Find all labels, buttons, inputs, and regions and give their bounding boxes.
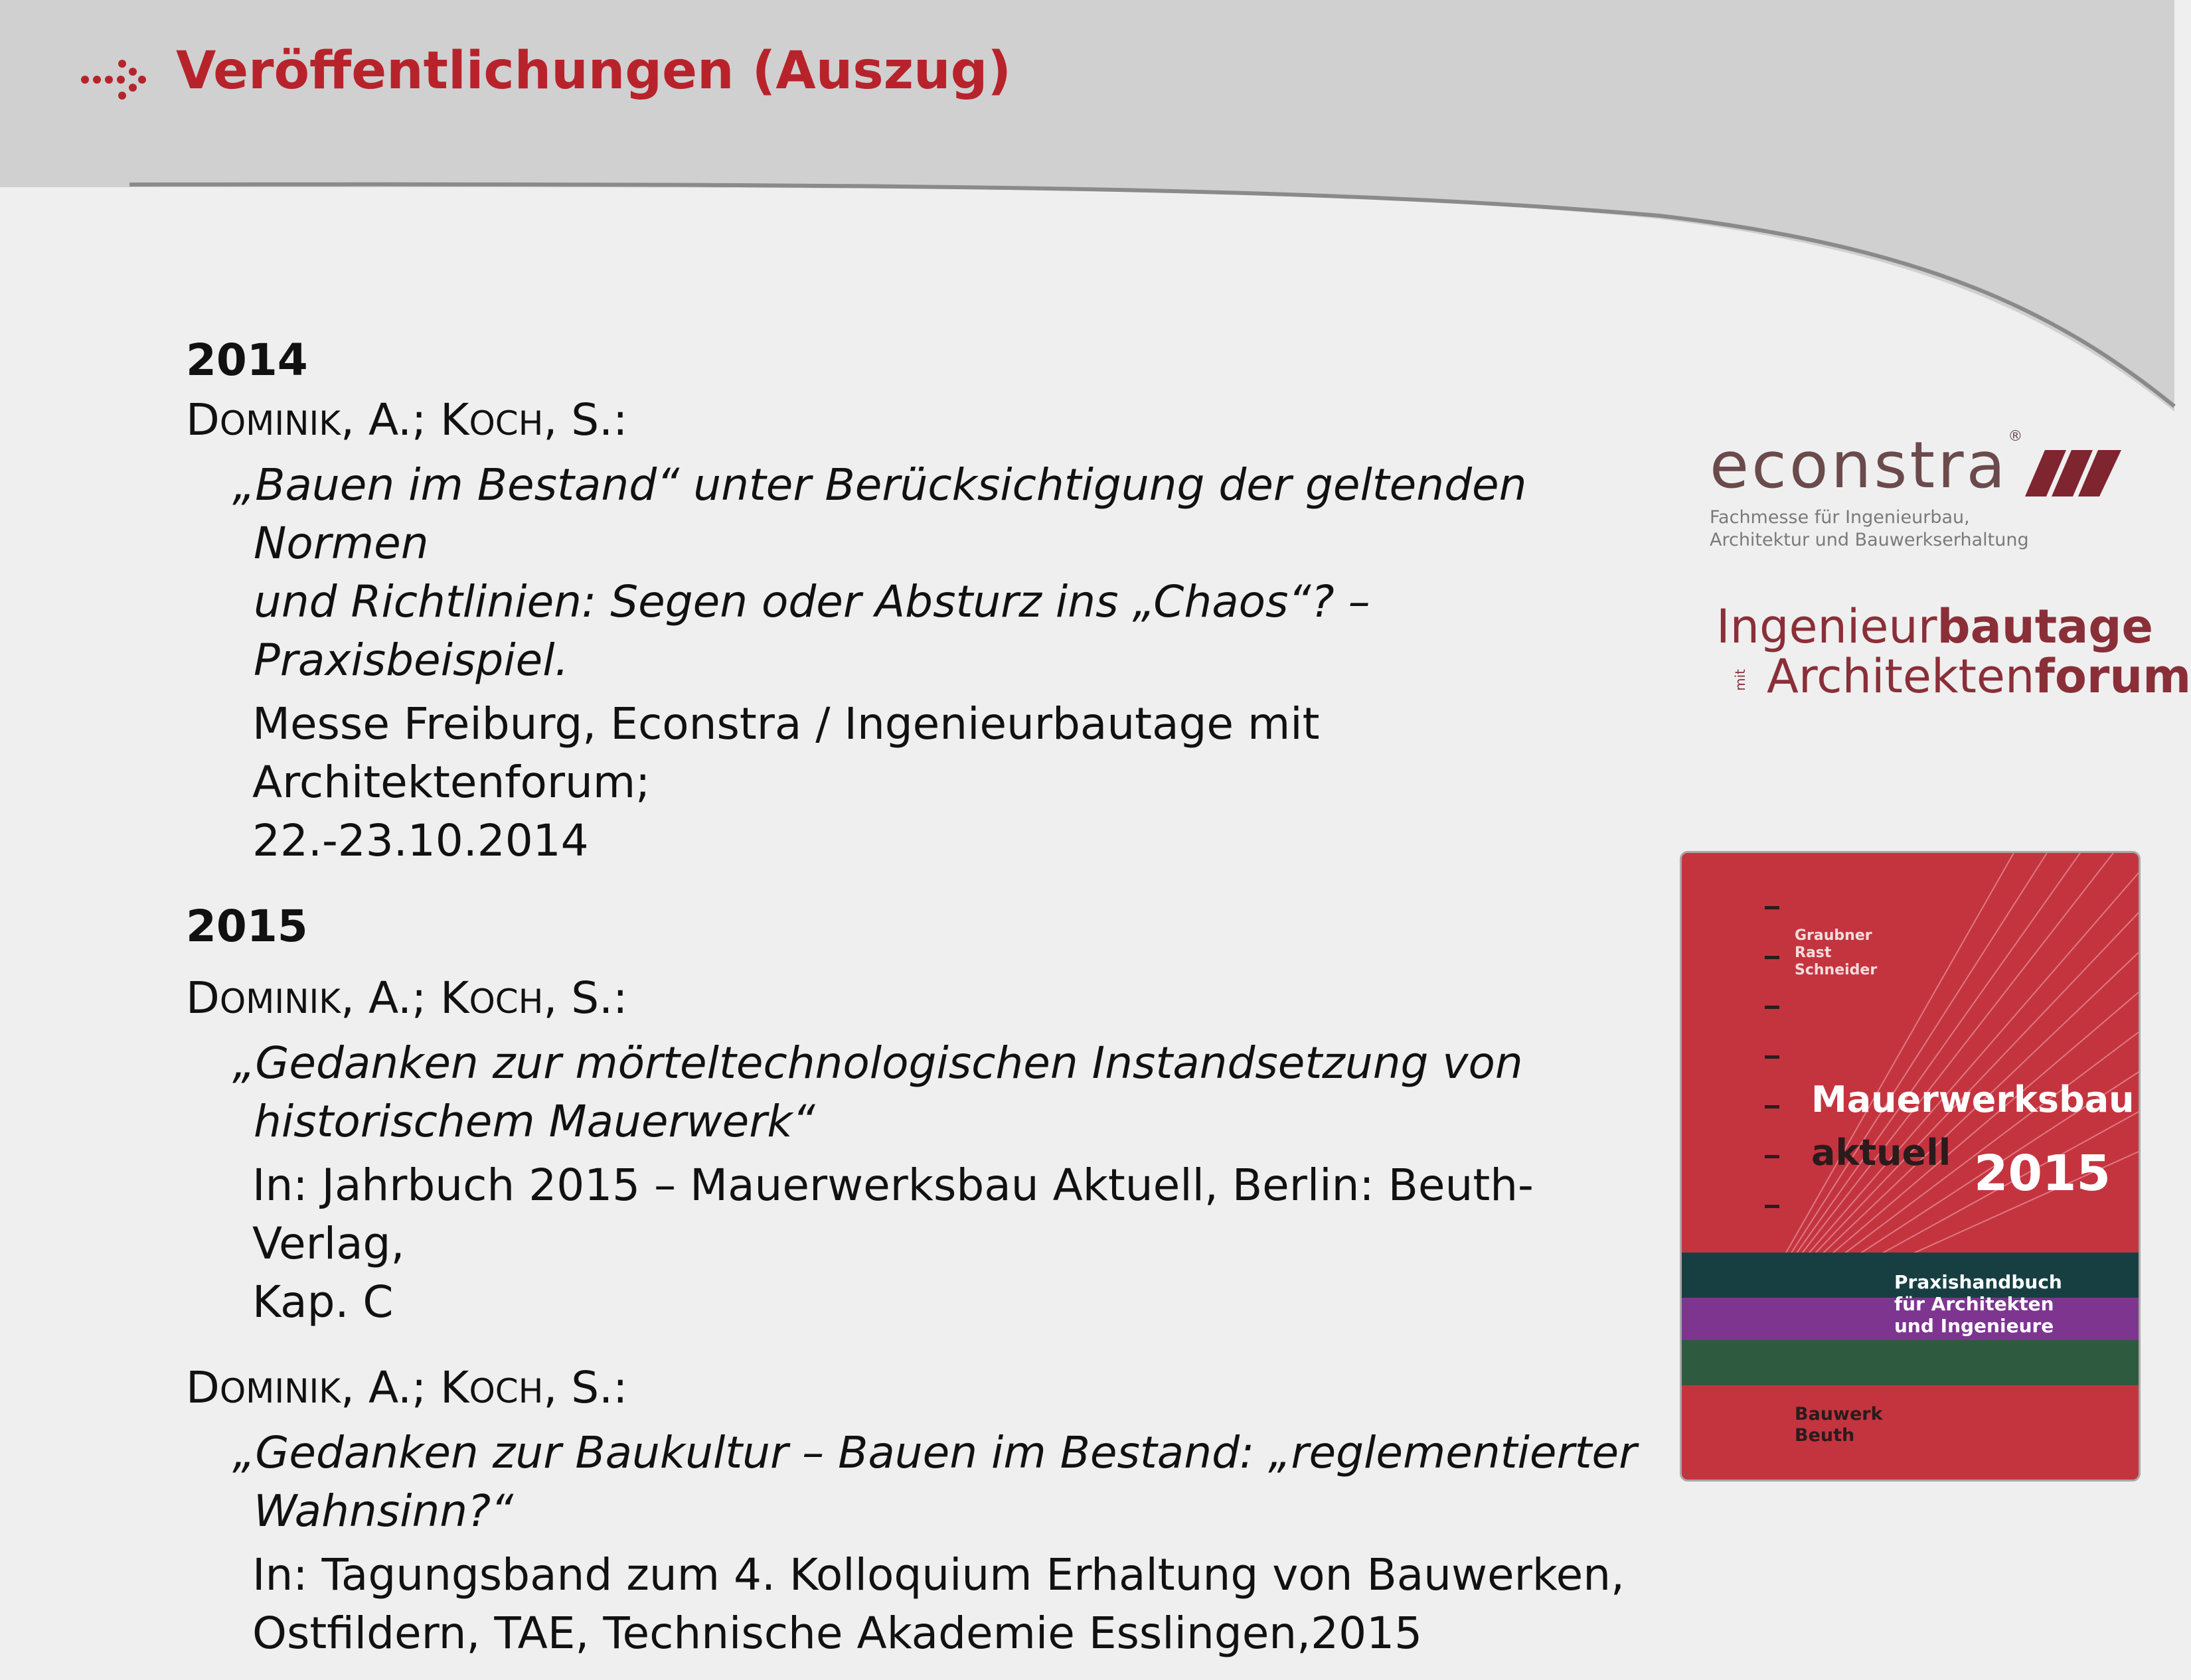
book-dash [1765,1155,1779,1158]
book-dash [1765,906,1779,909]
book-dash [1765,956,1779,959]
publication-title: „Gedanken zur mörteltechnologischen Instandsetzung von historischem Mauerwerk“ [232,1037,1523,1147]
year-section-2014 [186,331,1680,870]
publication-authors: DOMINIK, A.; KOCH, S.: [186,1362,628,1413]
publication-source: Messe Freiburg, Econstra / Ingenieurbautage mit Architektenforum; 22.-23.10.2014 [252,698,1320,866]
publication-authors: DOMINIK, A.; KOCH, S.: [186,972,628,1024]
econstra-wordmark: econstra® [1710,428,2026,502]
arrow-bullet-icon [78,53,151,106]
book-title: Mauerwerksbau [1811,1079,2135,1120]
book-publisher: Bauwerk Beuth [1795,1404,1883,1446]
year-section-2015 [186,897,1680,1663]
book-authors: Graubner Rast Schneider [1795,927,1878,978]
ingenieurbautage-logo: Ingenieurbautage mit Architektenforum [1716,599,2191,704]
publication-entry [186,968,1680,1332]
publication-authors: DOMINIK, A.; KOCH, S.: [186,394,628,445]
year-heading: 2014 [186,335,308,386]
book-dash [1765,1006,1779,1009]
year-heading: 2015 [186,901,308,952]
publication-title: „Gedanken zur Baukultur – Bauen im Bestand: „reglementierter Wahnsinn?“ [232,1427,1637,1537]
book-band-green [1682,1340,2139,1385]
book-title-second: aktuell [1811,1132,1951,1174]
book-dash [1765,1205,1779,1208]
publication-list [186,331,1680,1680]
book-cover [1680,851,2141,1482]
publication-title: „Bauen im Bestand“ unter Berücksichtigung der geltenden Normen und Richtlinien: Segen oder Absturz ins „Chaos“? – Praxisbeispiel. [232,459,1527,686]
book-year: 2015 [1974,1145,2111,1202]
publication-entry [186,1358,1680,1663]
book-dash [1765,1055,1779,1059]
publication-source: In: Jahrbuch 2015 – Mauerwerksbau Aktuell, Berlin: Beuth-Verlag, Kap. C [252,1160,1534,1328]
book-dash [1765,1105,1779,1108]
publication-source: In: Tagungsband zum 4. Kolloquium Erhaltung von Bauwerken, Ostfildern, TAE, Technische Akademie Esslingen,2015 [252,1549,1625,1659]
econstra-slashes-icon [2025,450,2121,496]
page-title: Veröffentlichungen (Auszug) [176,41,1012,101]
book-subtitle: Praxishandbuch für Architekten und Ingenieure [1894,1271,2062,1337]
publication-entry [186,390,1680,870]
econstra-tagline: Fachmesse für Ingenieurbau, Architektur und Bauwerkserhaltung [1710,507,2029,550]
